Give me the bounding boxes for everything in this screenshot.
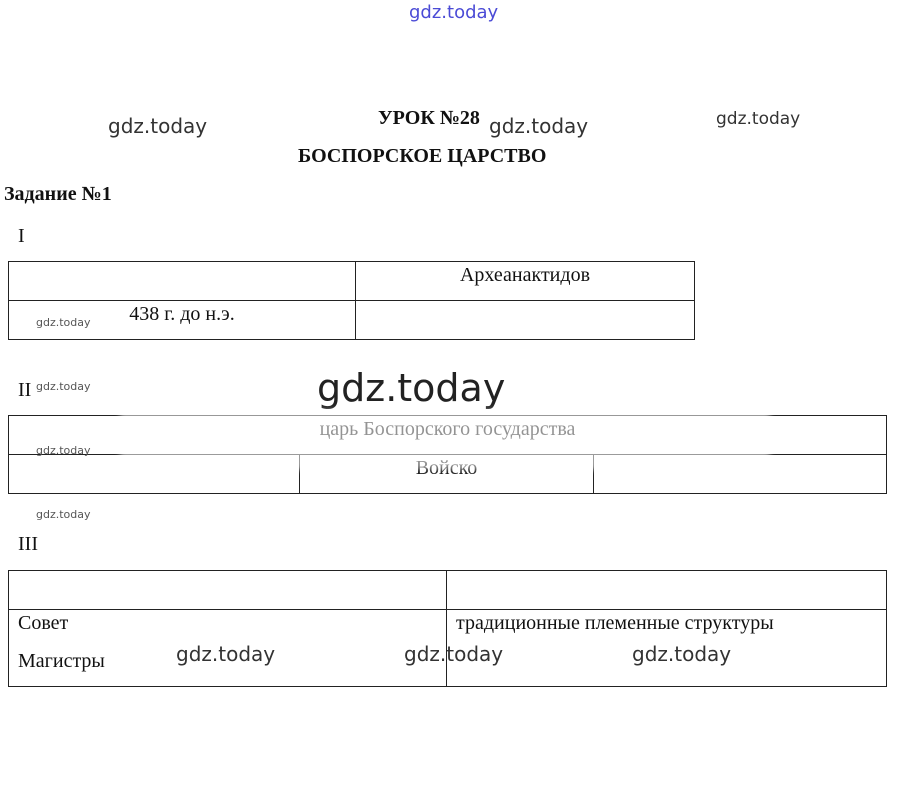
watermark-center: gdz.today: [489, 114, 589, 138]
watermark-small: gdz.today: [36, 380, 91, 393]
watermark-bottom-left: gdz.today: [176, 642, 276, 666]
watermark-bottom-right: gdz.today: [632, 642, 732, 666]
watermark-left: gdz.today: [108, 114, 208, 138]
table-row: [9, 262, 695, 301]
section1-numeral: I: [18, 225, 25, 247]
table-cell: Совет: [9, 610, 447, 649]
table-cell: традиционные племенные структуры: [447, 610, 887, 649]
table-cell: Магистры: [9, 648, 447, 687]
table-row: [9, 301, 695, 340]
section2-numeral: II: [18, 379, 32, 401]
section3-numeral: III: [18, 533, 38, 555]
lesson-title: УРОК №28: [378, 107, 480, 129]
watermark-right: gdz.today: [716, 109, 801, 129]
table-cell: 438 г. до н.э.: [9, 301, 356, 340]
table-cell: [9, 571, 447, 610]
watermark-top: gdz.today: [409, 2, 499, 23]
table-cell: Археанактидов: [356, 262, 695, 301]
table-row: [9, 571, 887, 610]
section1-table: [8, 261, 695, 340]
page-subtitle: БОСПОРСКОЕ ЦАРСТВО: [298, 145, 547, 167]
watermark-wash: [120, 410, 770, 470]
table-cell: [9, 262, 356, 301]
watermark-large: gdz.today: [317, 366, 506, 410]
task-title: Задание №1: [4, 183, 112, 205]
watermark-small: gdz.today: [36, 444, 91, 457]
watermark-small: gdz.today: [36, 316, 91, 329]
watermark-small: gdz.today: [36, 508, 91, 521]
table-cell: [447, 571, 887, 610]
table-cell: [356, 301, 695, 340]
section3-table: [8, 570, 887, 687]
watermark-bottom-center: gdz.today: [404, 642, 504, 666]
